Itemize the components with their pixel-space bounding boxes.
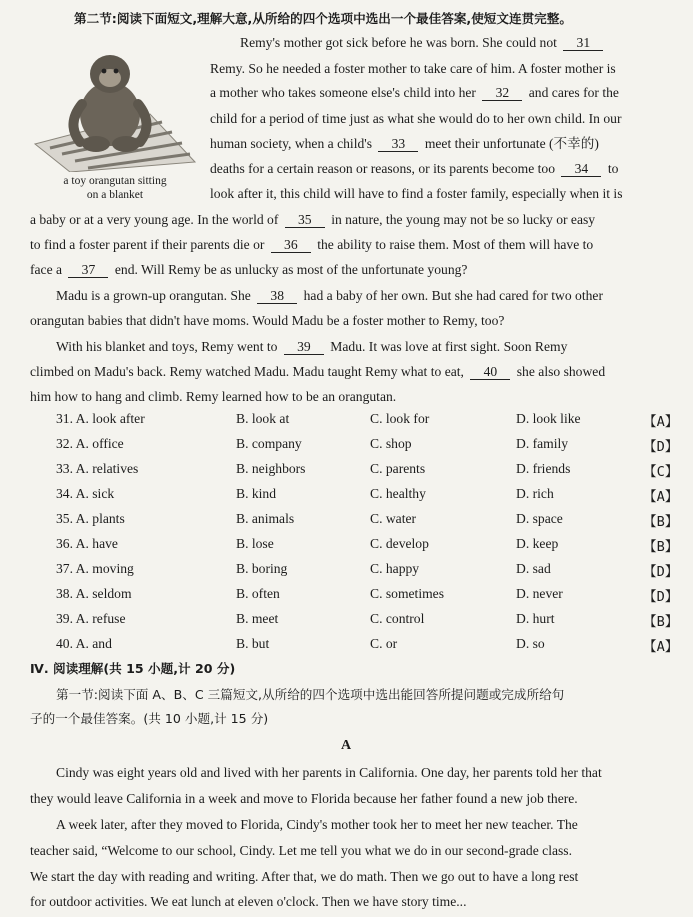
passage-line-11: Madu is a grown-up orangutan. She 38 had a baby of her own. But she had cared for two other [56, 288, 603, 303]
q39-option-a: 39. A. refuse [56, 611, 126, 626]
q40-option-a: 40. A. and [56, 636, 112, 651]
passage-line-1: Remy's mother got sick before he was born. She could not 31 [240, 34, 606, 52]
blank-32: 32 [482, 85, 522, 101]
figure-caption-line1: a toy orangutan sitting [63, 175, 167, 187]
q39-option-b: B. meet [236, 611, 279, 626]
passage-line-8: a baby or at a very young age. In the world of 35 in nature, the young may not be so lucky or easy [30, 212, 596, 227]
section2-title: 第二节:阅读下面短文,理解大意,从所给的四个选项中选出一个最佳答案,使短文连贯完整。 [74, 11, 572, 26]
blank-33: 33 [378, 136, 418, 152]
blank-35: 35 [285, 212, 325, 228]
passage-line-9: to find a foster parent if their parents die or 36 the ability to raise them. Most of them will have to [30, 237, 594, 252]
blank-36: 36 [271, 237, 311, 253]
q35-option-b: B. animals [236, 511, 295, 526]
q37-option-b: B. boring [236, 561, 288, 576]
q32-option-d: D. family [516, 436, 569, 451]
q37-option-a: 37. A. moving [56, 561, 134, 576]
passage-heading-a: A [341, 738, 352, 753]
q36-option-b: B. lose [236, 536, 274, 551]
blank-31: 31 [563, 35, 603, 51]
blank-39: 39 [284, 339, 324, 355]
q38-option-d: D. never [516, 586, 563, 601]
passage-line-3: a mother who takes someone else's child into her 32 and cares for the [210, 85, 619, 100]
passage-line-4: child for a period of time just as what she would do to her own child. In our [210, 111, 622, 126]
passage-a-line-3: A week later, after they moved to Florida, Cindy's mother took her to meet her new teacher. The [56, 817, 578, 832]
q40-option-b: B. but [236, 636, 270, 651]
blank-37: 37 [68, 262, 108, 278]
q34-answer: 【A】 [643, 489, 679, 505]
q33-option-c: C. parents [370, 461, 426, 476]
q33-option-b: B. neighbors [236, 461, 306, 476]
q35-option-a: 35. A. plants [56, 511, 125, 526]
blank-40: 40 [470, 364, 510, 380]
q40-answer: 【A】 [643, 639, 679, 655]
q38-option-b: B. often [236, 586, 280, 601]
passage-line-2: Remy. So he needed a foster mother to take care of him. A foster mother is [210, 61, 616, 76]
passage-a-line-5: We start the day with reading and writing. After that, we do math. Then we go out to have a long rest [30, 869, 579, 884]
q36-option-d: D. keep [516, 536, 559, 551]
q36-option-a: 36. A. have [56, 536, 118, 551]
passage-a-line-6: for outdoor activities. We eat lunch at eleven o'clock. Then we have story time... [30, 894, 467, 909]
q31-option-a: 31. A. look after [56, 411, 145, 426]
q34-option-d: D. rich [516, 486, 554, 501]
q40-option-d: D. so [516, 636, 545, 651]
section4-instruction-2: 子的一个最佳答案。(共 10 小题,计 15 分) [30, 711, 269, 726]
q39-answer: 【B】 [643, 614, 679, 630]
passage-a-line-2: they would leave California in a week and move to Florida because her father found a new job there. [30, 791, 578, 806]
passage-line-12: orangutan babies that didn't have moms. Would Madu be a foster mother to Remy, too? [30, 313, 505, 328]
q35-answer: 【B】 [643, 514, 679, 530]
q37-option-c: C. happy [370, 561, 420, 576]
q34-option-c: C. healthy [370, 486, 426, 501]
q31-option-d: D. look like [516, 411, 581, 426]
q32-option-c: C. shop [370, 436, 412, 451]
q37-option-d: D. sad [516, 561, 551, 576]
passage-line-15: him how to hang and climb. Remy learned how to be an orangutan. [30, 389, 397, 404]
q34-option-a: 34. A. sick [56, 486, 115, 501]
q32-option-a: 32. A. office [56, 436, 124, 451]
q39-option-d: D. hurt [516, 611, 555, 626]
q38-option-c: C. sometimes [370, 586, 445, 601]
q34-option-b: B. kind [236, 486, 277, 501]
q38-option-a: 38. A. seldom [56, 586, 132, 601]
section4-instruction-1: 第一节:阅读下面 A、B、C 三篇短文,从所给的四个选项中选出能回答所提问题或完成所给句 [56, 687, 565, 702]
q31-answer: 【A】 [643, 414, 679, 430]
passage-a-line-1: Cindy was eight years old and lived with her parents in California. One day, her parents told her that [56, 765, 602, 780]
q36-option-c: C. develop [370, 536, 429, 551]
orangutan-toy-icon [30, 44, 200, 172]
passage-line-13: With his blanket and toys, Remy went to 39 Madu. It was love at first sight. Soon Remy [56, 339, 568, 354]
q32-answer: 【D】 [643, 439, 679, 455]
blank-34: 34 [561, 161, 601, 177]
q31-option-b: B. look at [236, 411, 290, 426]
q33-option-a: 33. A. relatives [56, 461, 139, 476]
passage-line-14: climbed on Madu's back. Remy watched Madu. Madu taught Remy what to eat, 40 she also showed [30, 364, 606, 379]
q35-option-d: D. space [516, 511, 563, 526]
q38-answer: 【D】 [643, 589, 679, 605]
q39-option-c: C. control [370, 611, 425, 626]
q31-option-c: C. look for [370, 411, 430, 426]
passage-line-10: face a 37 end. Will Remy be as unlucky as most of the unfortunate young? [30, 262, 468, 277]
q32-option-b: B. company [236, 436, 302, 451]
q36-answer: 【B】 [643, 539, 679, 555]
section4-title: Ⅳ. 阅读理解(共 15 小题,计 20 分) [30, 661, 236, 676]
q40-option-c: C. or [370, 636, 398, 651]
q35-option-c: C. water [370, 511, 417, 526]
blank-38: 38 [257, 288, 297, 304]
q33-option-d: D. friends [516, 461, 571, 476]
figure-caption-line2: on a blanket [86, 189, 144, 201]
passage-line-5: human society, when a child's 33 meet their unfortunate (不幸的) [210, 136, 599, 151]
passage-a-line-4: teacher said, “Welcome to our school, Cindy. Let me tell you what we do in our second-grade class. [30, 843, 572, 858]
q33-answer: 【C】 [643, 464, 679, 480]
orangutan-figure [30, 44, 200, 172]
passage-line-6: deaths for a certain reason or reasons, or its parents become too 34 to [210, 161, 619, 176]
passage-line-7: look after it, this child will have to find a foster family, especially when it is [210, 186, 623, 201]
q37-answer: 【D】 [643, 564, 679, 580]
